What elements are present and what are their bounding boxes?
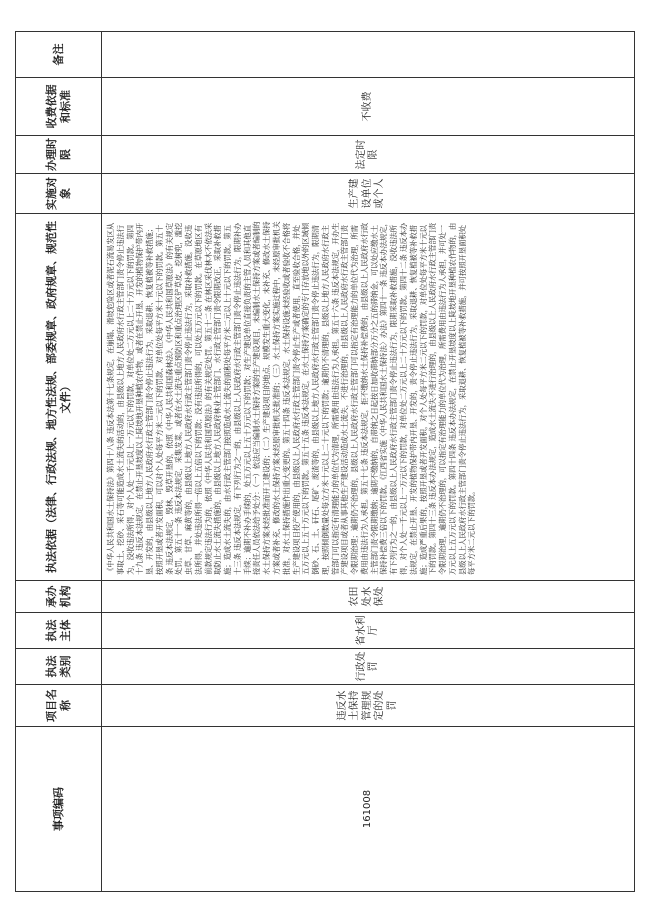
header-code: 事项编码	[16, 727, 102, 892]
cell-name: 违反水土保持管理规定的处罚	[102, 685, 635, 727]
table-header-row	[16, 32, 102, 892]
header-subject: 执法主体	[16, 613, 102, 649]
cell-limit: 法定时限	[102, 136, 635, 174]
header-name: 项目名称	[16, 685, 102, 727]
cell-org: 农田处水保处	[102, 581, 635, 613]
enforcement-table	[15, 31, 635, 892]
cell-note	[102, 32, 635, 78]
cell-target: 生产建设单位或个人	[102, 174, 635, 214]
header-limit: 办理时限	[16, 136, 102, 174]
cell-fee: 不收费	[102, 78, 635, 136]
table-row	[102, 32, 635, 892]
basis-text: 《中华人民共和国水土保持法》第四十八条 违反本法第十七条规定，在崩塌、滑坡危险区或者泥石流易发区从事取土、挖砂、采石等可能造成水土流失的活动的，由县级以上地方人民政府水行政主管部门责令停止违法行为，没收违法所得，对个人处一千元以上一万元以下的罚款，对单位处二万元以上二十万元以下的罚款。第四十九条 违反本法规定，在禁止开垦坡度以上陡坡地开垦种植农作物，或者在禁止开垦、开发的植物保护带内开垦、开发的，由县级以上地方人民政府水行政主管部门责令停止违法行为，采取退耕、恢复植被等补救措施；按照开垦或者开发面积，可以对个人处每平方米二元以下的罚款、对单位处每平方米十元以下的罚款。第五十条 违反本法规定，毁林、毁草开垦的，依照《中华人民共和国森林法》、《中华人民共和国草原法》的有关规定处罚。第五十一条 违反本法规定，采集发菜，或者在水土流失重点预防区和重点治理区铲草皮、挖树兜，滥挖虫草、甘草、麻黄等的，由县级以上地方人民政府水行政主管部门责令停止违法行为，采取补救措施，没收违法所得，并处违法所得一倍以上五倍以下的罚款；没有违法所得的，可以处五万元以下的罚款。在草原地区有前款规定违法行为的，依照《中华人民共和国草原法》的有关规定处罚。第五十二条 在林区采伐林木不依法采取防止水土流失措施的，由县级以上地方人民政府林业主管部门、水行政主管部门责令限期改正，采取补救措施；造成水土流失的，由水行政主管部门按照造成水土流失的面积处每平方米二元以上十元以下的罚款。第五十三条 违反本法规定，有下列行为之一的，由县级以上人民政府水行政主管部门责令停止违法行为，限期补办手续；逾期不补办手续的，处五万元以上五十万元以下的罚款；对生产建设单位直接负责的主管人员和其他直接责任人员依法给予处分：（一）依法应当编制水土保持方案的生产建设项目，未编制水土保持方案或者编制的水土保持方案未经批准而开工建设的；（二）生产建设项目的地点、规模发生重大变化，未补充、修改水土保持方案或者补充、修改的水土保持方案未经原审批机关批准的；（三）水土保持方案实施过程中，未经原审批机关批准，对水土保持措施作出重大变更的。第五十四条 违反本法规定，水土保持设施未经验收或者验收不合格将生产建设项目投产使用的，由县级以上人民政府水行政主管部门责令停止生产或者使用，直至验收合格，并处五万元以上五十万元以下的罚款。第五十五条 违反本法规定，在水土保持方案确定的专门存放地以外的区域倾倒砂、石、土、矸石、尾矿、废渣等的，由县级以上地方人民政府水行政主管部门责令停止违法行为，限期清理，按照倾倒数量处每立方米十元以上二十元以下的罚款；逾期仍不清理的，县级以上地方人民政府水行政主管部门可以指定有清理能力的单位代为清理，所需费用由违法行为人承担。第五十六条 违反本法规定，开办生产建设项目或者从事其他生产建设活动造成水土流失，不进行治理的，由县级以上人民政府水行政主管部门责令限期治理；逾期仍不治理的，县级以上人民政府水行政主管部门可以指定有治理能力的单位代为治理，所需费用由违法行为人承担。第五十七条 违反本法规定，拒不缴纳水土保持补偿费的，由县级以上人民政府水行政主管部门责令限期缴纳；逾期不缴纳的，自滞纳之日起按日加收滞纳部分万分之五的滞纳金，可以处应缴水土保持补偿费三倍以下的罚款。《江西省实施〈中华人民共和国水土保持法〉办法》第四十一条 违反本办法规定，有下列行为之一的，由县级以上人民政府水行政主管部门责令停止违法行为，限期采取补救措施，没收违法所得，对个人处一千元以上一万元以下的罚款，对单位处二万元以上二十万元以下的罚款。第四十二条 违反本办法规定，在禁止开垦、开发的植物保护带内开垦、开发的，责令停止违法行为，采取退耕、恢复植被等补救措施；造成严重后果的，按照开垦或者开发面积，对个人处每平方米二元以下的罚款，对单位处每平方米十元以下的罚款。第四十三条 违反本办法规定，造成水土流失不进行治理的，由县级以上人民政府水行政主管部门责令限期治理，逾期仍不治理的，可以指定有治理能力的单位代为治理，所需费用由违法行为人承担，并可处一万元以上五万元以下的罚款。第四十四条 违反本办法规定，在禁止开垦坡度以上陡坡地开垦种植农作物的，由县级以上人民政府水行政主管部门责令停止违法行为，采取退耕、恢复植被等补救措施，并可按照开垦面积处每平方米二元以下的罚款。	[106, 219, 477, 575]
cell-subject: 省水利厅	[102, 613, 635, 649]
header-org: 承办机构	[16, 581, 102, 613]
rotated-page	[15, 32, 635, 892]
header-type: 执法类别	[16, 649, 102, 685]
header-basis: 执法依据（法律、行政法规、地方性法规、部委规章、政府规章、规范性文件）	[16, 214, 102, 581]
header-note: 备注	[16, 32, 102, 78]
header-target: 实施对象	[16, 174, 102, 214]
cell-type: 行政处罚	[102, 649, 635, 685]
cell-code: 161008	[102, 727, 635, 892]
cell-basis	[102, 214, 635, 581]
header-fee: 收费依据和标准	[16, 78, 102, 136]
